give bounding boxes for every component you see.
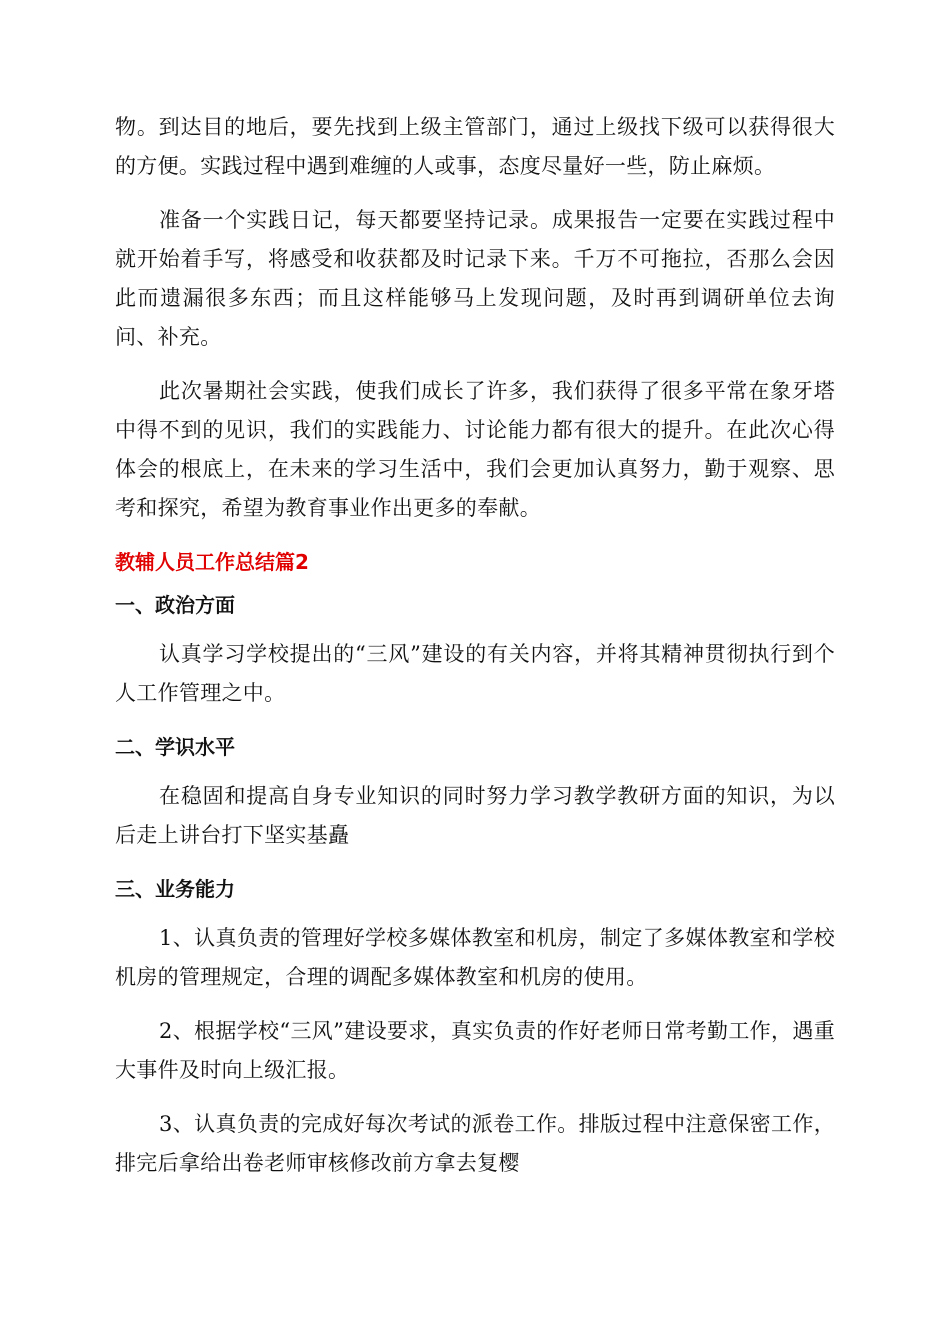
document-page (115, 108, 835, 1198)
list-item: 2、根据学校“三风”建设要求，真实负责的作好老师日常考勤工作，遇重大事件及时向上级汇报。 (115, 1019, 835, 1082)
subsection-heading-politics: 一、政治方面 (115, 593, 235, 617)
subsection-heading-knowledge: 二、学识水平 (115, 735, 235, 759)
body-paragraph: 此次暑期社会实践，使我们成长了许多，我们获得了很多平常在象牙塔中得不到的见识，我们的实践能力、讨论能力都有很大的提升。在此次心得体会的根底上，在未来的学习生活中，我们会更加认真努力，勤于观察、思考和探究，希望为教育事业作出更多的奉献。 (115, 379, 835, 520)
body-paragraph: 在稳固和提高自身专业知识的同时努力学习教学教研方面的知识，为以后走上讲台打下坚实基矗 (115, 784, 835, 847)
body-paragraph: 认真学习学校提出的“三风”建设的有关内容，并将其精神贯彻执行到个人工作管理之中。 (115, 642, 835, 705)
section-title: 教辅人员工作总结篇2 (115, 550, 309, 574)
subsection-heading-ability: 三、业务能力 (115, 877, 235, 901)
list-item: 3、认真负责的完成好每次考试的派卷工作。排版过程中注意保密工作，排完后拿给出卷老师审核修改前方拿去复樱 (115, 1112, 835, 1175)
list-item: 1、认真负责的管理好学校多媒体教室和机房，制定了多媒体教室和学校机房的管理规定，合理的调配多媒体教室和机房的使用。 (115, 926, 835, 989)
body-paragraph: 物。到达目的地后，要先找到上级主管部门，通过上级找下级可以获得很大的方便。实践过程中遇到难缠的人或事，态度尽量好一些，防止麻烦。 (115, 115, 835, 178)
body-paragraph: 准备一个实践日记，每天都要坚持记录。成果报告一定要在实践过程中就开始着手写，将感受和收获都及时记录下来。千万不可拖拉，否那么会因此而遗漏很多东西；而且这样能够马上发现问题，及时再到调研单位去询问、补充。 (115, 208, 835, 349)
